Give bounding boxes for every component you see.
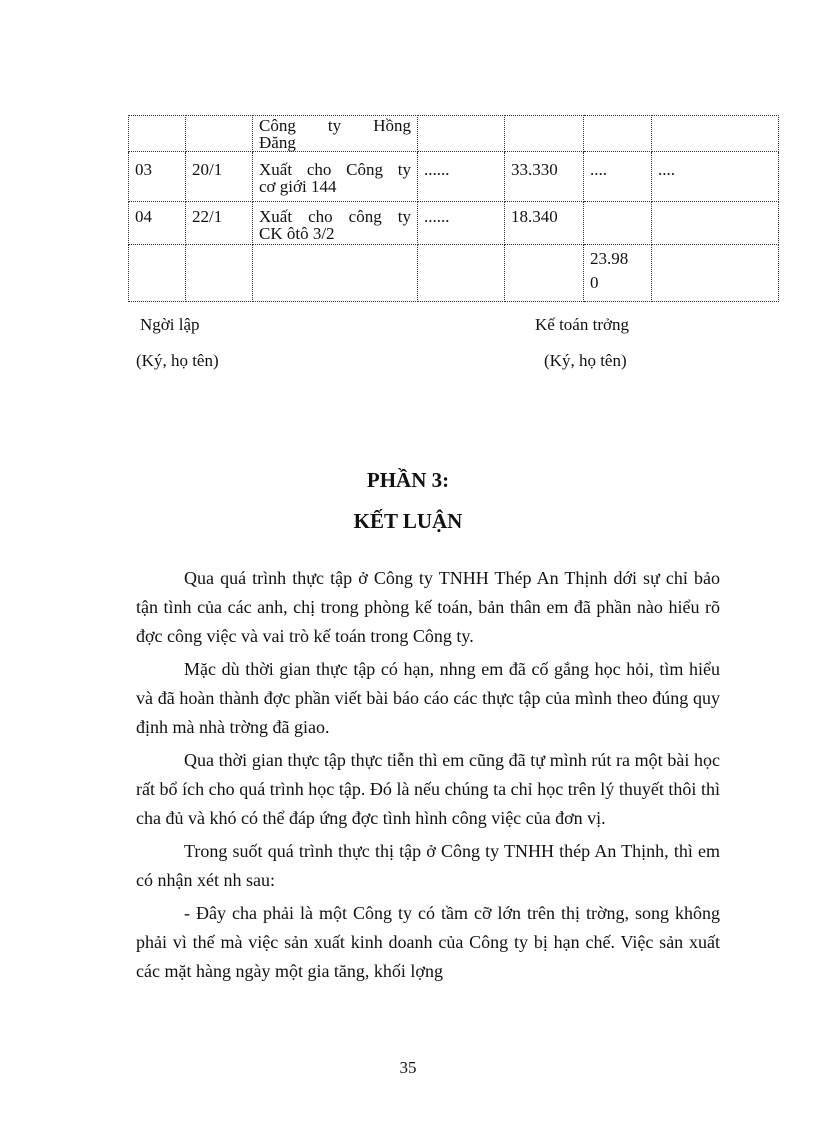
cell-amount-1 xyxy=(418,116,505,152)
total-line: 23.98 xyxy=(590,249,629,268)
cell-amount-1: ...... xyxy=(418,202,505,245)
table-row xyxy=(129,245,779,302)
table-row xyxy=(129,116,779,152)
description-line: Đăng xyxy=(259,133,296,152)
description-line: CK ôtô 3/2 xyxy=(259,224,335,243)
cell-amount-3 xyxy=(584,245,652,302)
cell-date xyxy=(186,245,253,302)
paragraph: - Đây cha phải là một Công ty có tầm cỡ lớn trên thị trờng, song không phải vì thế mà việc sản xuất kinh doanh của Công ty bị hạn chế. Việc sản xuất các mặt hàng ngày một gia tăng, khối lợng xyxy=(136,903,720,981)
cell-amount-1: ...... xyxy=(418,152,505,202)
cell-amount-3 xyxy=(584,202,652,245)
section-title: KẾT LUẬN xyxy=(353,509,463,533)
cell-description xyxy=(253,152,418,202)
paragraph: Qua thời gian thực tập thực tiễn thì em cũng đã tự mình rút ra một bài học rất bổ ích cho quá trình học tập. Đó là nếu chúng ta chỉ học trên lý thuyết thôi thì cha đủ và khó có thể đáp ứng đợc tình hình công việc của đơn vị. xyxy=(136,750,720,828)
cell-amount-4 xyxy=(652,202,779,245)
chief-accountant-title: Kế toán trởng xyxy=(535,315,629,334)
cell-amount-4 xyxy=(652,245,779,302)
description-line: Xuất cho Công ty xyxy=(259,160,411,179)
cell-description xyxy=(253,116,418,152)
description-line: Xuất cho công ty xyxy=(259,207,411,226)
body-text xyxy=(136,564,720,990)
chief-accountant-signature-note: (Ký, họ tên) xyxy=(544,351,627,370)
preparer-signature-note: (Ký, họ tên) xyxy=(136,351,219,370)
cell-description xyxy=(253,245,418,302)
cell-amount-1 xyxy=(418,245,505,302)
cell-amount-2 xyxy=(505,245,584,302)
cell-amount-3 xyxy=(584,116,652,152)
cell-date xyxy=(186,116,253,152)
cell-no xyxy=(129,245,186,302)
description-line: cơ giới 144 xyxy=(259,177,337,196)
total-line: 0 xyxy=(590,273,599,292)
cell-amount-3: .... xyxy=(584,152,652,202)
cell-amount-2: 18.340 xyxy=(505,202,584,245)
cell-amount-2 xyxy=(505,116,584,152)
preparer-title: Ngời lập xyxy=(140,315,200,334)
paragraph: Qua quá trình thực tập ở Công ty TNHH Thép An Thịnh dới sự chỉ bảo tận tình của các anh, chị trong phòng kế toán, bản thân em đã phần nào hiểu rõ đợc công việc và vai trò kế toán trong Công ty. xyxy=(136,568,720,646)
paragraph: Trong suốt quá trình thực thị tập ở Công ty TNHH thép An Thịnh, thì em có nhận xét nh sau: xyxy=(136,841,720,890)
section-part-heading: PHẦN 3: xyxy=(366,468,450,492)
ledger-table xyxy=(128,115,779,302)
cell-no xyxy=(129,116,186,152)
cell-amount-4: .... xyxy=(652,152,779,202)
cell-no: 03 xyxy=(129,152,186,202)
cell-date: 22/1 xyxy=(186,202,253,245)
description-line: Công ty Hồng xyxy=(259,116,411,135)
cell-description xyxy=(253,202,418,245)
paragraph: Mặc dù thời gian thực tập có hạn, nhng em đã cố gắng học hỏi, tìm hiểu và đã hoàn thành đợc phần viết bài báo cáo các thực tập của mình theo đúng quy định mà nhà trờng đã giao. xyxy=(136,659,720,737)
cell-no: 04 xyxy=(129,202,186,245)
page-number: 35 xyxy=(399,1058,417,1077)
table-row xyxy=(129,202,779,245)
cell-date: 20/1 xyxy=(186,152,253,202)
cell-amount-2: 33.330 xyxy=(505,152,584,202)
table-row xyxy=(129,152,779,202)
cell-amount-4 xyxy=(652,116,779,152)
